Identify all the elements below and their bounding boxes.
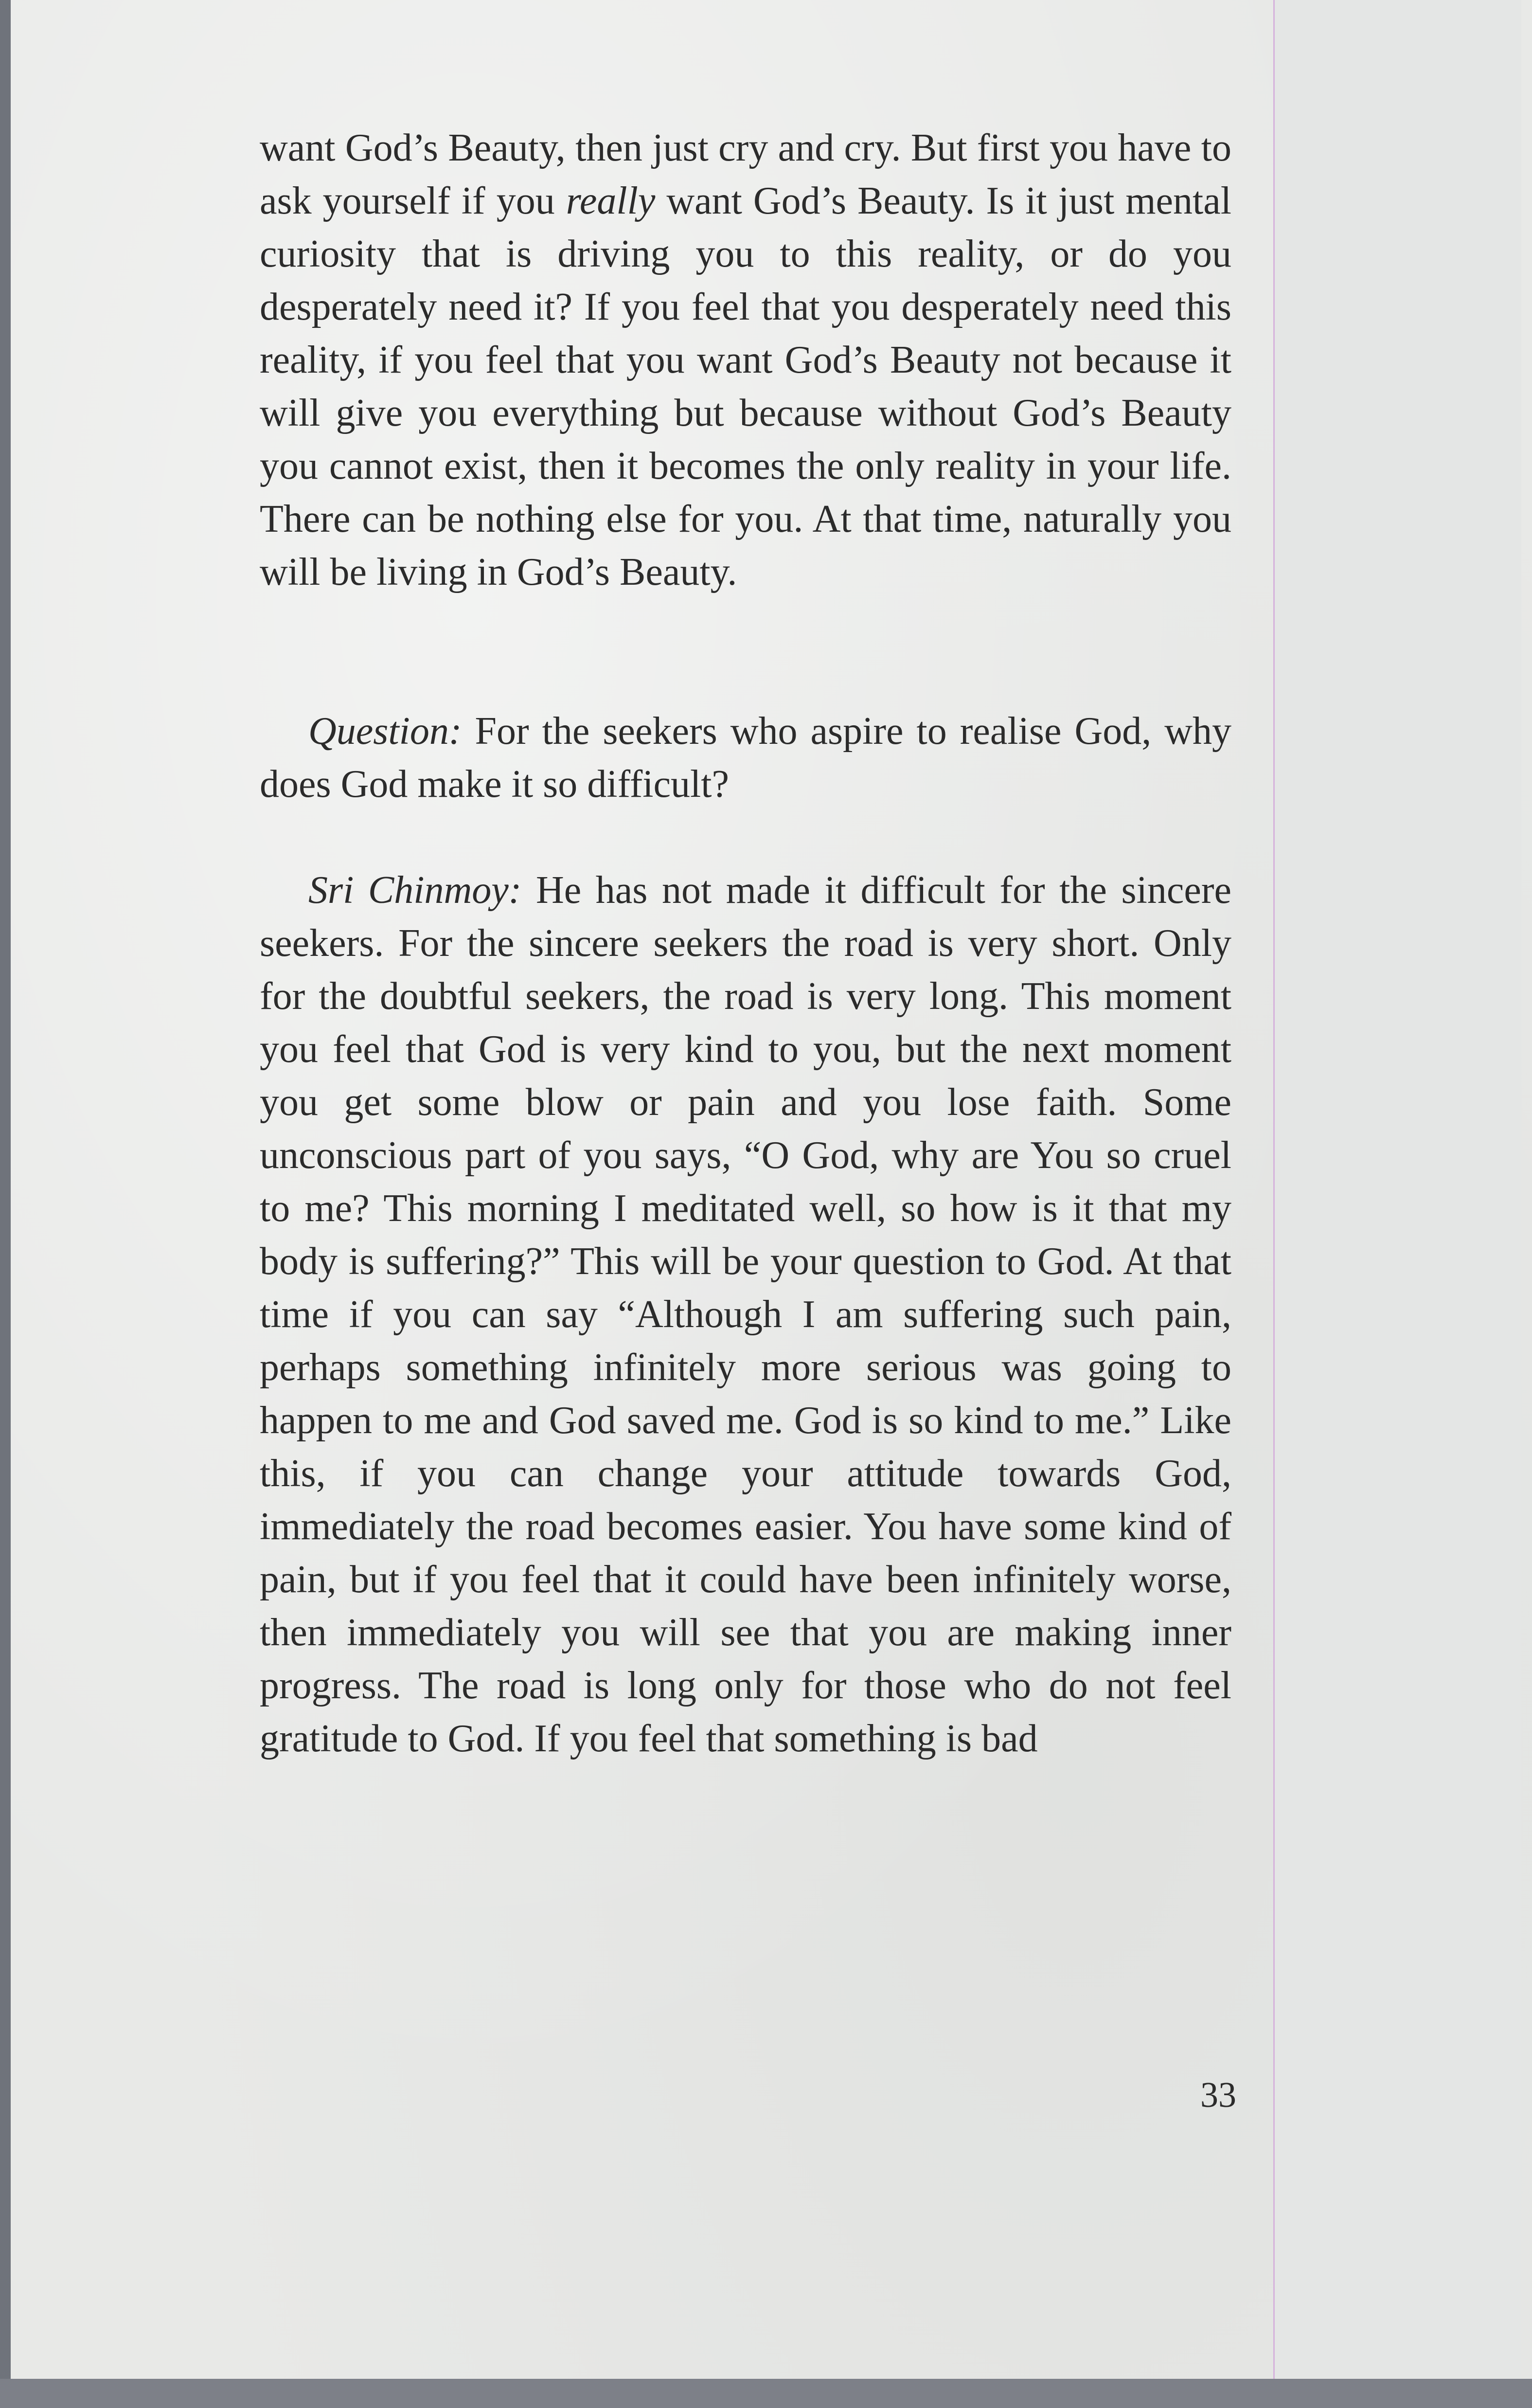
answer-text: He has not made it difficult for the sincere seekers. For the sincere seekers the road is very short. Only for the doubtful seekers, the road is very long. This moment you feel that God is very kind to you, but the next moment you get some blow or pain and you lose faith. Some unconscious part of you says, “O God, why are You so cruel to me? This morning I meditated well, so how is it that my body is suffering?” This will be your question to God. At that time if you can say “Although I am suffering such pain, perhaps something infinitely more serious was going to happen to me and God saved me. God is so kind to me.” Like this, if you can change your attitude towards God, immediately the road becomes easier. You have some kind of pain, but if you feel that it could have been infinitely worse, then immediately you will see that you are making inner progress. The road is long only for those who do not feel gratitude to God. If you feel that something is bad — [260, 869, 1231, 1760]
question-text: For the seekers who aspire to realise God, why does God make it so difficult? — [260, 710, 1231, 806]
question-label: Question: — [308, 710, 462, 753]
paragraph-spacer — [260, 599, 1231, 705]
answer-label: Sri Chinmoy: — [308, 869, 522, 912]
answer-paragraph — [260, 864, 1231, 1765]
body-text — [260, 122, 1231, 1765]
emphasis-really: really — [566, 180, 656, 222]
page-right-margin — [1275, 0, 1521, 2379]
paragraph-1-text-b: want God’s Beauty. Is it just mental curiosity that is driving you to this reality, or do you desperately need it? If you feel that you desperately need this reality, if you feel that you want God’s Beauty not because it will give you everything but because without God’s Beauty you cannot exist, then it becomes the only reality in your life. There can be nothing else for you. At that time, naturally you will be living in God’s Beauty. — [260, 180, 1232, 593]
page-number: 33 — [1200, 2075, 1236, 2115]
scan-bottom-edge — [0, 2379, 1532, 2408]
paragraph-1-text-a: want God’s Beauty, then just cry and cry. But first you have to ask yourself if you — [260, 126, 1231, 222]
question-paragraph — [260, 705, 1231, 811]
paragraph-continuation — [260, 122, 1231, 599]
paragraph-spacer — [260, 811, 1231, 864]
